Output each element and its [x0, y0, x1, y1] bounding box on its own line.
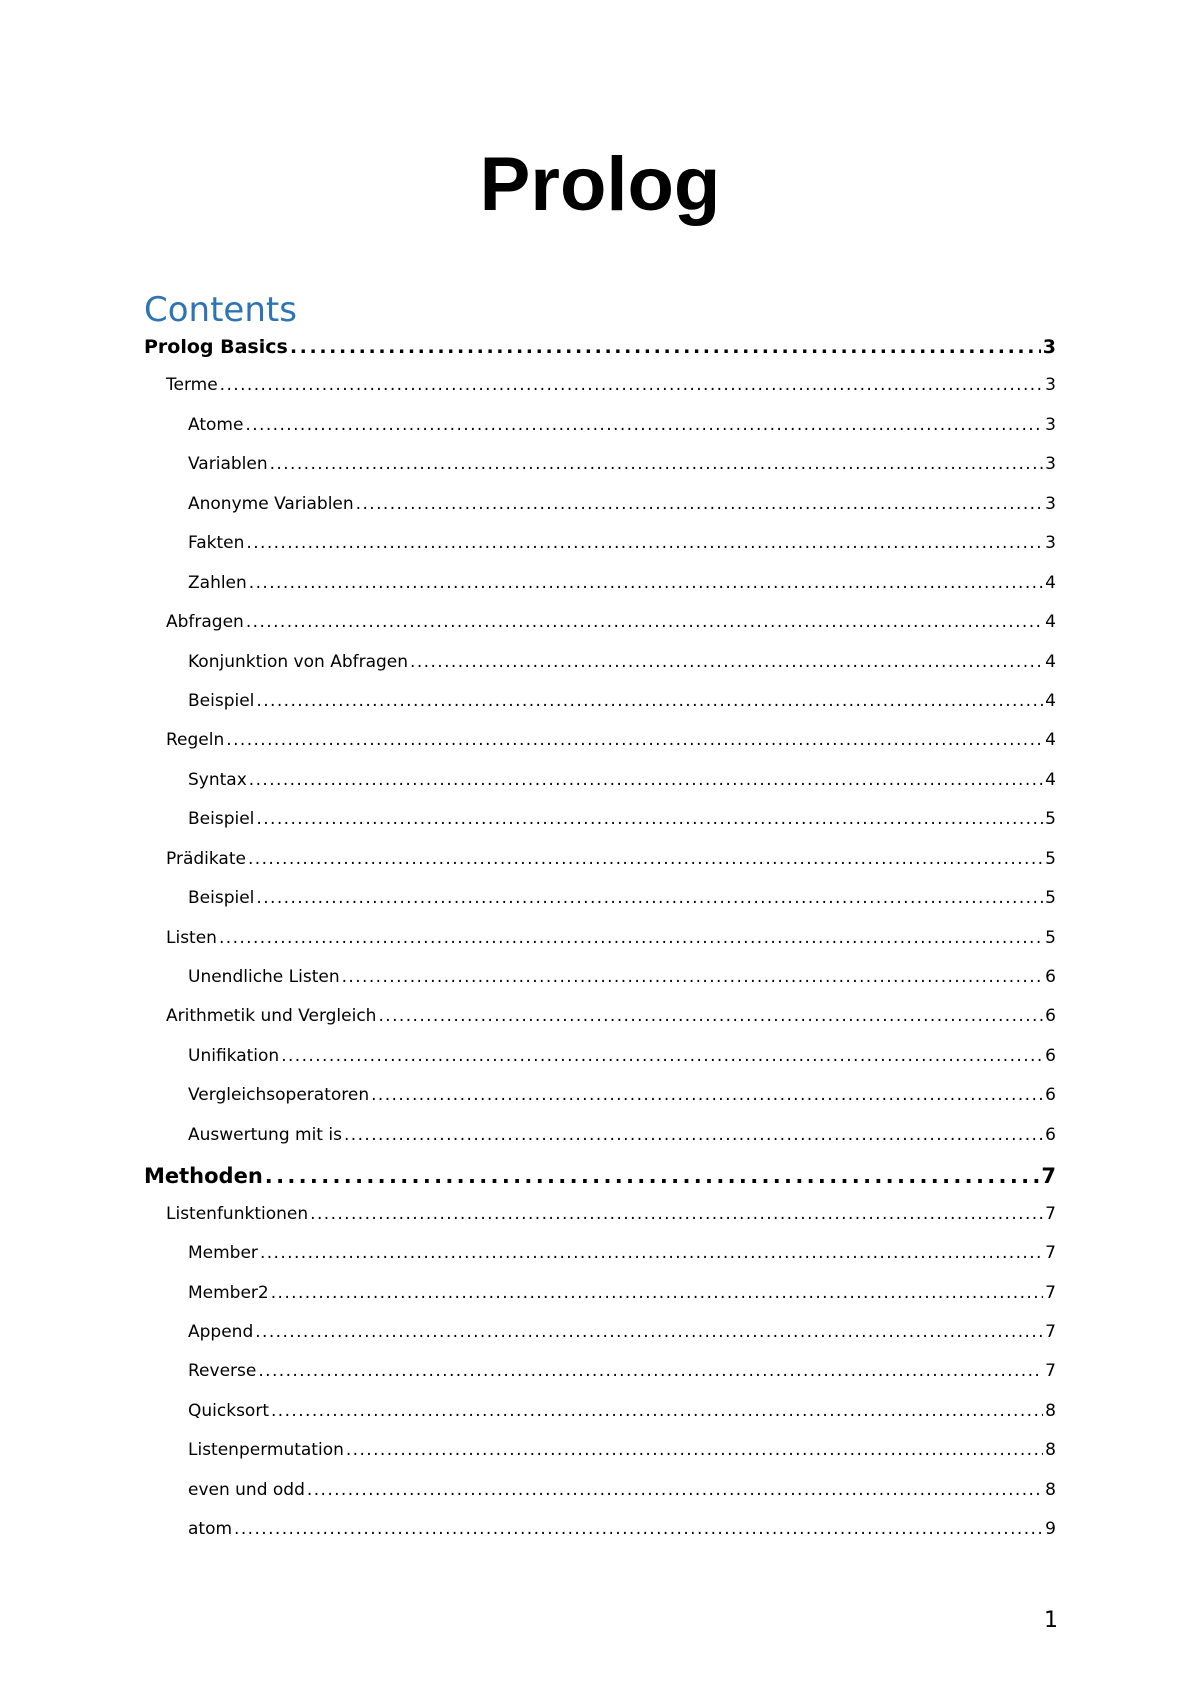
toc-entry[interactable] [144, 770, 1056, 809]
toc-entry-page: 6 [1045, 1006, 1056, 1027]
toc-entry-label: Listenfunktionen [166, 1203, 309, 1224]
toc-entry-page: 7 [1045, 1243, 1056, 1264]
toc-entry-page: 3 [1045, 493, 1056, 514]
toc-entry-label: Prädikate [166, 848, 246, 869]
toc-dot-leader [226, 730, 1043, 750]
toc-entry-label: Append [188, 1321, 254, 1342]
toc-dot-leader [271, 1283, 1043, 1303]
toc-entry-label: Auswertung mit is [188, 1124, 342, 1145]
toc-dot-leader [256, 888, 1043, 908]
toc-entry-label: Fakten [188, 533, 245, 554]
toc-entry[interactable] [144, 1125, 1056, 1164]
toc-entry-page: 7 [1045, 1282, 1056, 1303]
toc-entry-page: 7 [1045, 1361, 1056, 1382]
toc-entry-label: Syntax [188, 769, 247, 790]
toc-entry-page: 4 [1045, 730, 1056, 751]
toc-entry-page: 5 [1045, 848, 1056, 869]
toc-entry-page: 8 [1045, 1400, 1056, 1421]
toc-dot-leader [234, 1519, 1043, 1539]
toc-dot-leader [260, 1243, 1043, 1263]
toc-entry[interactable] [144, 1322, 1056, 1361]
toc-entry-label: Vergleichsoperatoren [188, 1085, 370, 1106]
toc-entry-label: Listenpermutation [188, 1440, 344, 1461]
toc-dot-leader [245, 415, 1043, 435]
toc-entry-label: Regeln [166, 730, 225, 751]
toc-entry-page: 8 [1045, 1479, 1056, 1500]
toc-dot-leader [246, 612, 1043, 632]
toc-entry[interactable] [144, 1361, 1056, 1400]
page-number: 1 [1044, 1608, 1058, 1633]
toc-entry[interactable] [144, 1519, 1056, 1558]
document-title: Prolog [479, 142, 721, 227]
toc-dot-leader [258, 1361, 1043, 1381]
toc-entry-label: Atome [188, 414, 244, 435]
toc-entry-label: Abfragen [166, 612, 244, 633]
toc-entry-page: 5 [1045, 809, 1056, 830]
toc-entry-label: Konjunktion von Abfragen [188, 651, 409, 672]
toc-entry[interactable] [144, 730, 1056, 769]
toc-dot-leader [307, 1480, 1043, 1500]
toc-entry[interactable] [144, 1046, 1056, 1085]
toc-entry[interactable] [144, 1085, 1056, 1124]
toc-entry-page: 4 [1045, 612, 1056, 633]
toc-entry-label: atom [188, 1519, 233, 1540]
toc-dot-leader [270, 454, 1044, 474]
toc-entry-label: Listen [166, 927, 217, 948]
toc-entry-label: Prolog Basics [144, 336, 288, 358]
toc-dot-leader [290, 336, 1041, 358]
toc-dot-leader [410, 652, 1043, 672]
toc-entry-page: 3 [1045, 454, 1056, 475]
toc-entry[interactable] [144, 415, 1056, 454]
toc-entry-label: Beispiel [188, 888, 255, 909]
toc-dot-leader [356, 494, 1044, 514]
toc-dot-leader [271, 1401, 1043, 1421]
toc-entry-label: Beispiel [188, 809, 255, 830]
toc-entry-page: 7 [1045, 1203, 1056, 1224]
toc-entry-label: Methoden [144, 1164, 263, 1189]
toc-entry-page: 3 [1042, 336, 1056, 358]
toc-dot-leader [255, 1322, 1043, 1342]
toc-entry-page: 5 [1045, 888, 1056, 909]
toc-entry[interactable] [144, 1401, 1056, 1440]
toc-entry-page: 6 [1045, 1085, 1056, 1106]
toc-entry-label: Terme [166, 375, 218, 396]
toc-entry-label: Member [188, 1243, 258, 1264]
toc-entry-label: Unifikation [188, 1045, 280, 1066]
toc-dot-leader [220, 375, 1044, 395]
toc-entry[interactable] [144, 809, 1056, 848]
toc-entry[interactable] [144, 888, 1056, 927]
toc-entry[interactable] [144, 1480, 1056, 1519]
toc-entry[interactable] [144, 849, 1056, 888]
toc-entry-page: 6 [1045, 1124, 1056, 1145]
toc-dot-leader [256, 809, 1043, 829]
toc-entry[interactable] [144, 612, 1056, 651]
toc-dot-leader [265, 1164, 1040, 1188]
toc-entry-page: 4 [1045, 572, 1056, 593]
toc-dot-leader [371, 1085, 1043, 1105]
toc-entry-page: 4 [1045, 690, 1056, 711]
contents-heading: Contents [144, 290, 297, 330]
toc-entry-label: Quicksort [188, 1400, 269, 1421]
toc-entry-label: Reverse [188, 1361, 257, 1382]
toc-dot-leader [249, 573, 1043, 593]
toc-entry-label: Arithmetik und Vergleich [166, 1006, 377, 1027]
toc-entry[interactable] [144, 494, 1056, 533]
toc-entry-page: 6 [1045, 1045, 1056, 1066]
toc-dot-leader [246, 533, 1043, 553]
toc-entry-label: Unendliche Listen [188, 967, 340, 987]
toc-entry-label: Member2 [188, 1282, 269, 1303]
toc-dot-leader [342, 967, 1044, 987]
toc-entry[interactable] [144, 375, 1056, 414]
toc-entry[interactable] [144, 1283, 1056, 1322]
toc-entry[interactable] [144, 1006, 1056, 1045]
toc-entry-page: 4 [1045, 769, 1056, 790]
toc-entry-page: 6 [1045, 967, 1056, 987]
toc-entry[interactable] [144, 1204, 1056, 1243]
toc-entry[interactable] [144, 573, 1056, 612]
toc-entry[interactable] [144, 533, 1056, 572]
toc-dot-leader [256, 691, 1043, 711]
table-of-contents [144, 336, 1056, 1559]
toc-entry-page: 3 [1045, 414, 1056, 435]
toc-dot-leader [344, 1125, 1043, 1145]
toc-dot-leader [378, 1006, 1043, 1026]
toc-entry-page: 7 [1045, 1321, 1056, 1342]
toc-entry[interactable] [144, 652, 1056, 691]
toc-dot-leader [346, 1440, 1043, 1460]
toc-entry-page: 7 [1041, 1164, 1056, 1189]
toc-dot-leader [281, 1046, 1043, 1066]
toc-entry-label: Zahlen [188, 572, 247, 593]
toc-entry-page: 3 [1045, 375, 1056, 396]
toc-entry-label: Anonyme Variablen [188, 493, 354, 514]
toc-entry[interactable] [144, 967, 1056, 1006]
toc-entry[interactable] [144, 691, 1056, 730]
toc-dot-leader [248, 849, 1043, 869]
toc-entry[interactable] [144, 1243, 1056, 1282]
toc-entry[interactable] [144, 928, 1056, 967]
toc-dot-leader [249, 770, 1043, 790]
toc-entry-label: even und odd [188, 1479, 305, 1500]
toc-entry-label: Beispiel [188, 690, 255, 711]
toc-entry[interactable] [144, 1164, 1056, 1203]
toc-dot-leader [219, 928, 1043, 948]
toc-entry[interactable] [144, 454, 1056, 493]
toc-entry[interactable] [144, 1440, 1056, 1479]
toc-entry-page: 9 [1045, 1519, 1056, 1540]
toc-entry-page: 4 [1045, 651, 1056, 672]
toc-entry-page: 5 [1045, 927, 1056, 948]
toc-entry-label: Variablen [188, 454, 268, 475]
toc-entry[interactable] [144, 336, 1056, 375]
toc-entry-page: 8 [1045, 1440, 1056, 1461]
toc-dot-leader [310, 1204, 1043, 1224]
toc-entry-page: 3 [1045, 533, 1056, 554]
